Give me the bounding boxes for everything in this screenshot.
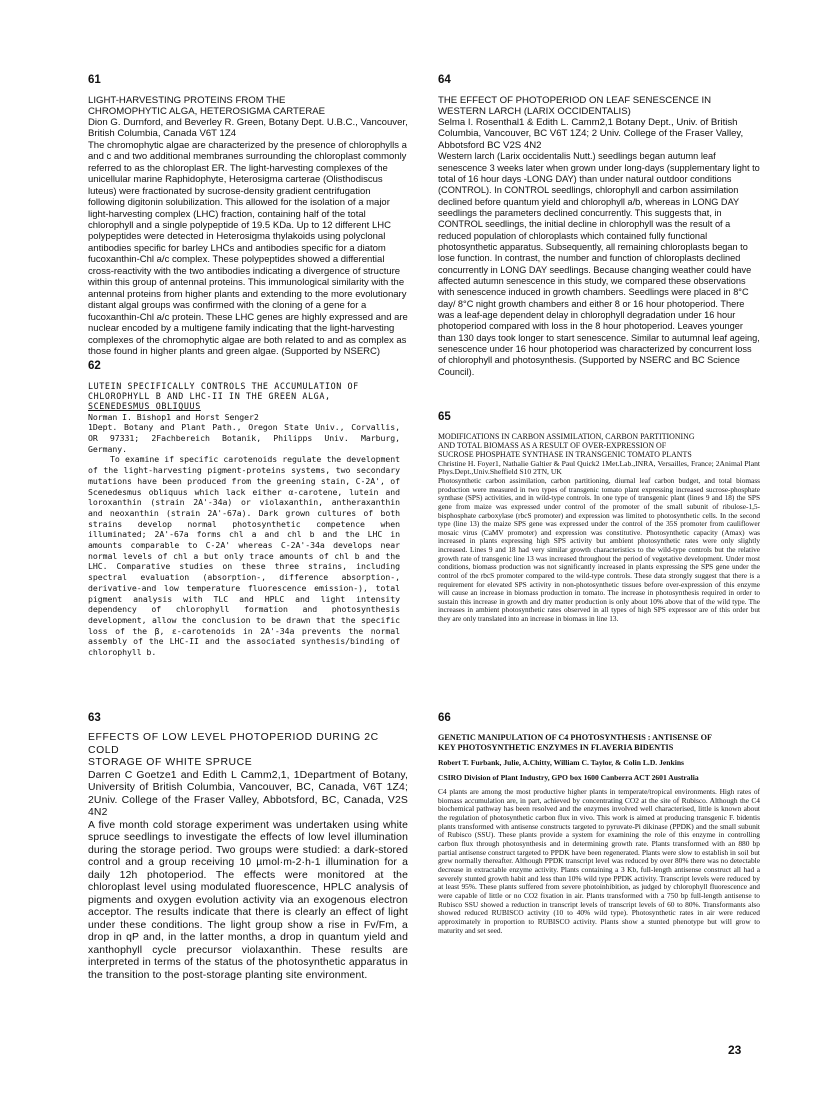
abstract-number: 61 [88, 74, 101, 86]
abstract-number: 66 [438, 712, 451, 724]
abstract-title [438, 432, 760, 460]
abstract-body: Photosynthetic carbon assimilation, carbon partitioning, diurnal leaf carbon budget, and total biomass production were measured in two types of transgenic tomato plant expressing increased sucrose-phosphate synthase (SPS) activities, and in wild-type controls. In one type of transgenic plant (lines 9 and 18) the SPS gene from maize was expressed under control of the promoter of the small subunit of ribulose-1,5-bisphosphate carboxylase (rbcS promoter) and expression was limited to photosynthetic cells. In the second type (line 13) the maize SPS gene was expressed under the control of the 35S promoter from cauliflower mosaic virus (CaMV promoter) and expression was constitutive. Photosynthetic capacity (Amax) was increased in plants expressing high SPS activity but ambient photosynthetic rates were only slightly increased. Lines 9 and 18 had very similar growth characteristics to the wild-type controls but the relative growth rate of transgenic line 13 was increased throughout the period of vegetative development. Under most conditions, biomass production was not significantly increased in plants expressing the SPS gene under the control of the rbcS promoter compared to the wild-type controls. These data strongly suggest that there is a requirement for elevated SPS activity in non-photosynthetic tissues before over-expression of this enzyme will cause an increase in biomass production in tomato. The increase in photosynthesis required in order to sustain this increase in growth and dry matter production is only about 10% above that of the wild type. The increases in ambient photosynthetic rates observed in all types of high SPS expressor are of this order but they are only translated into an increase in biomass in line 13. [438, 476, 760, 624]
abstract-title [88, 95, 408, 117]
abstract-affiliation: 1Dept. Botany and Plant Path., Oregon State Univ., Corvallis, OR 97331; 2Fachbereich Botanik, Philipps Univ. Marburg, Germany. [88, 422, 400, 454]
abstract-number: 62 [88, 360, 101, 372]
page-number: 23 [728, 1043, 742, 1057]
abstract-authors: Selma I. Rosenthal1 & Edith L. Camm2,1 Botany Dept., Univ. of British Columbia, Vancouver, BC V6T 1Z4; 2 Univ. College of the Fraser Valley, Abbotsford BC V2S 4N2 [438, 117, 744, 151]
abstract-64 [438, 74, 760, 378]
abstract-61 [88, 74, 408, 357]
title-line: LIGHT-HARVESTING PROTEINS FROM THE [88, 95, 286, 106]
abstract-body: Western larch (Larix occidentalis Nutt.) seedlings began autumn leaf senescence 3 weeks later when grown under long-days (supplementary light to total of 16 hour days -LONG DAY) than under natural outdoor conditions (CONTROL). In CONTROL seedlings, chlorophyll and carbon assimilation declined before quantum yield and chlorophyll a/b, whereas in LONG DAY seedlings the parameters declined concurrently. This suggests that, in CONTROL seedlings, the initial decline in chlorophyll was the result of a reduced population of chloroplasts which contained fully functional photosynthetic apparatus. Subsequently, all remaining chloroplasts began to lose function. In contrast, the number and function of chloroplasts declined concurrently in LONG DAY seedlings. Because changing weather could have affected autumn senescence in this study, we compared these observations with senescence induced in growth chambers. Seedlings were placed in 8°C day/ 8°C night growth chambers and either 8 or 16 hour photoperiod. There was a leaf-age dependent delay in chlorophyll degradation under 16 hour photoperiod compared with loss in the 8 hour photoperiod. Leaves younger than 130 days took longer to start senescence. Similar to autumnal leaf ageing, senescence under 16 hour photoperiod was characterized by concurrent loss of chlorophyll and photosynthesis. (Supported by NSERC and BC Science Council). [438, 151, 760, 377]
title-line: CHROMOPHYTIC ALGA, HETEROSIGMA CARTERAE [88, 106, 326, 117]
abstract-body: The chromophytic algae are characterized by the presence of chlorophylls a and c and two additional membranes surrounding the chloroplast commonly referred to as the chloroplast ER. The light-harvesting complexes of the unicellular marine Raphidophyte, Heterosigma carterae (Olisthodiscus luteus) were fractionated by sucrose-density gradient centrifugation following digitonin solubilization. This allowed for the isolation of a major light-harvesting complex (LHC) fraction, containing half of the total chlorophyll and a single polypeptide of 19.5 KDa. Up to 12 different LHC polypeptides were detected in Heterosigma thylakoids using polyclonal antibodies specific for barley LHCs and antibodies specific for a diatom fucoxanthin-Chl a/c complex. These polypeptides showed a differential cross-reactivity with the two antibodies indicating a divergence of structure within this group of antennal proteins. This immunological similarity with the antennal proteins from higher plants and extending to the more evolutionary distant algal groups was confirmed with the cloning of a gene for a fucoxanthin-Chl a/c protein. These LHC genes are highly expressed and are nuclear encoded by a multigene family indicating that the light-harvesting complexes of the chromophytic algae are both related to and as complex as those found in higher plants and green algae. (Supported by NSERC) [88, 139, 408, 357]
abstract-authors: Christine H. Foyer1, Nathalie Galtier & Paul Quick2 1Met.Lab.,INRA, Versailles, France; 2Animal Plant Phys.Dept.,Univ.Sheffield S10 2TN, UK [438, 458, 760, 477]
title-line: WESTERN LARCH (LARIX OCCIDENTALIS) [438, 106, 631, 117]
abstract-title [438, 733, 760, 752]
abstract-affiliation: CSIRO Division of Plant Industry, GPO box 1600 Canberra ACT 2601 Australia [438, 772, 699, 782]
title-line: MODIFICATIONS IN CARBON ASSIMILATION, CARBON PARTITIONING [438, 432, 695, 441]
abstract-body: C4 plants are among the most productive higher plants in temperate/tropical environments. High rates of biomass accumulation are, in part, achieved by concentrating CO2 at the site of Rubisco. Although the C4 biochemical pathway has been resolved and the enzymes involved well characterised, little is known about the regulation of photosynthetic carbon flux in vivo. This work is aimed at producing transgenic F. bidentis plants transformed with antisense constructs targeted to pyruvate-Pi dikinase (PPDK) and the small subunit of Rubisco (SSU). These plants provide a system for examining the role of this enzyme in controlling carbon flux through photosynthesis and in determining growth rate. Plants transformed with an 880 bp partial antisense construct targeted to PPDK have been regenerated. Plants were slow to establish in soil but grew normally thereafter. Although PPDK transcript level was reduced by over 80% there was no detectable decrease in extractable enzyme activity. Plants containing a 3 Kb, full-length antisense construct all had a severely stunted growth habit and less than 10% wild type PPDK activity. Transcript levels were reduced by at least 95%. These plants suffered from severe photoinhibition, as judged by chlorophyll fluorescence and were capable of little or no CO2 fixation in air. Plants transformed with a 750 bp full-length antisense to Rubisco SSU showed a reduction in transcript levels of transcript levels of 60 to 80%. Transformants also showed reduced RUBISCO activity (10 to 40% wild type). Photosynthetic rates in air were reduced approximately in proportion to RUBISCO activity. Plants show a stunted phenotype but will grow to maturity and set seed. [438, 787, 760, 935]
title-line: AND TOTAL BIOMASS AS A RESULT OF OVER-EXPRESSION OF [438, 441, 667, 451]
abstract-authors: Robert T. Furbank, Julie, A.Chitty, William C. Taylor, & Colin L.D. Jenkins [438, 758, 685, 767]
abstract-authors: Darren C Goetze1 and Edith L Camm2,1, 1Department of Botany, University of British Columbia, Vancouver, BC, Canada, V6T 1Z4; 2Univ. College of the Fraser Valley, Abbotsford, BC, Canada, V2S 4N2 [88, 769, 408, 818]
abstract-66 [438, 712, 760, 935]
title-line: LUTEIN SPECIFICALLY CONTROLS THE ACCUMULATION OF [88, 381, 359, 391]
title-line: GENETIC MANIPULATION OF C4 PHOTOSYNTHESIS : ANTISENSE OF [438, 733, 712, 742]
abstract-authors: Norman I. Bishop1 and Horst Senger2 [88, 411, 259, 422]
title-line: STORAGE OF WHITE SPRUCE [88, 757, 253, 768]
title-line: EFFECTS OF LOW LEVEL PHOTOPERIOD DURING 2C COLD [88, 732, 379, 756]
abstract-62 [88, 360, 400, 658]
title-line: SUCROSE PHOSPHATE SYNTHASE IN TRANSGENIC TOMATO PLANTS [438, 450, 692, 460]
abstract-title [88, 381, 400, 412]
abstract-number: 65 [438, 411, 451, 423]
abstract-63 [88, 712, 408, 982]
abstract-65 [438, 411, 760, 624]
abstract-number: 64 [438, 74, 451, 86]
abstract-title [438, 95, 760, 117]
abstract-body: A five month cold storage experiment was undertaken using white spruce seedlings to investigate the effects of low level illumination during the storage period. Two groups were studied: a dark-stored control and a group receiving 10 µmol·m-2·h-1 illumination for a daily 12h photoperiod. The effects were monitored at the chloroplast level using modulated fluorescence, HPLC analysis of pigments and oxygen evolution activity via an exogenous electron acceptor. The results indicate that there is clearly an effect of light under these conditions. The light group show a rise in Fv/Fm, a drop in qP and, in the latter months, a drop in quantum yield and xanthophyll cycle precursor violaxanthin. These results are interpreted in terms of the status of the photosynthetic apparatus in the transition to the post-storage planting site environment. [88, 819, 408, 981]
abstract-number: 63 [88, 712, 101, 724]
title-line: CHLOROPHYLL B AND LHC-II IN THE GREEN ALGA, [88, 391, 331, 402]
abstract-authors: Dion G. Durnford, and Beverley R. Green, Botany Dept. U.B.C., Vancouver, British Columbia, Canada V6T 1Z4 [88, 117, 408, 140]
abstract-body: To examine if specific carotenoids regulate the development of the light-harvesting pigment-proteins systems, two secondary mutations have been produced from the greening stain, C-2A', of Scenedesmus obliquus which lack either α-carotene, lutein and loroxanthin (strain 2A'-34a) or violaxanthin, antheraxanthin and neoxanthin (strain 2A'-67a). Dark grown cultures of both strains develop normal photosynthetic competence when illuminated; 2A'-67a forms chl a and chl b and the LHC in amounts comparable to C-2A' whereas C-2A'-34a develops near normal levels of chl a but only trace amounts of chl b and the LHC. Comparative studies on these three strains, including spectral evaluation (absorption-, difference absorption-, derivative-and low temperature fluorescence emission-), total pigment analysis with TLC and HPLC and light intensity dependency of chlorophyll formation and photosynthesis development, allow the conclusion to be drawn that the specific loss of the β, ε-carotenoids in 2A'-34a prevents the normal assembly of the LHC-II and the associated synthesis/binding of chlorophyll b. [88, 454, 400, 658]
abstract-title [88, 732, 408, 770]
title-line: KEY PHOTOSYNTHETIC ENZYMES IN FLAVERIA BIDENTIS [438, 742, 674, 752]
title-line: SCENEDESMUS OBLIQUUS [88, 401, 201, 412]
title-line: THE EFFECT OF PHOTOPERIOD ON LEAF SENESCENCE IN [438, 95, 712, 106]
